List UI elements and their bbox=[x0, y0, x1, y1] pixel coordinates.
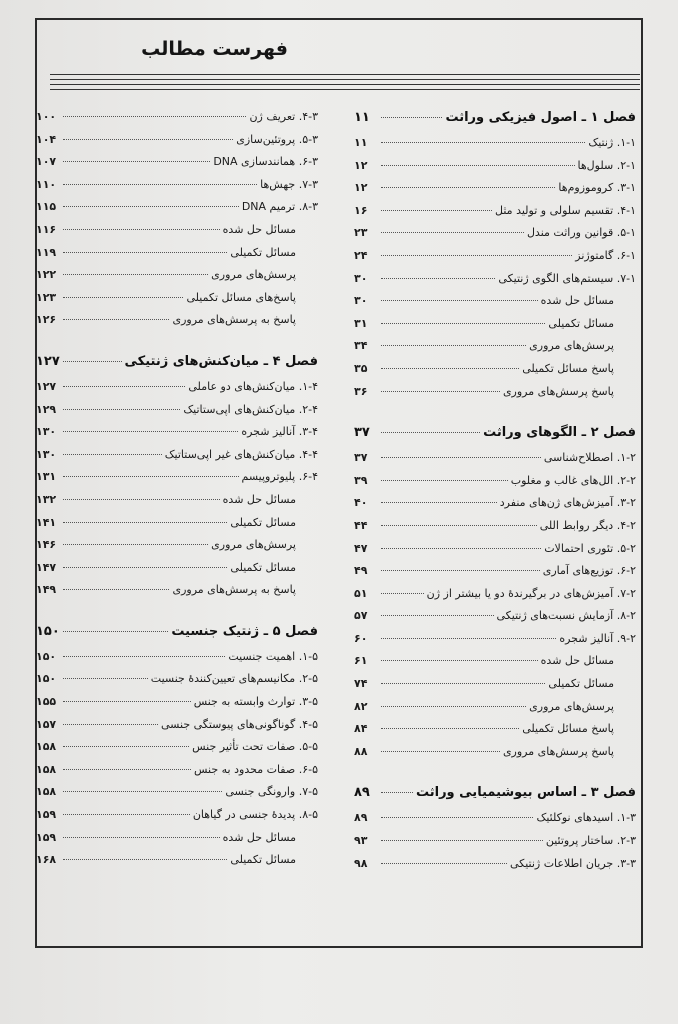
dot-leader bbox=[63, 386, 185, 387]
page-number: ۱۳۰ bbox=[36, 425, 57, 439]
toc-entry[interactable] bbox=[354, 159, 636, 182]
page-number: ۱۵۸ bbox=[36, 785, 57, 799]
page-number: ۱۵۰ bbox=[36, 623, 60, 639]
dot-leader bbox=[63, 476, 239, 477]
page-number: ۱۳۲ bbox=[36, 492, 57, 506]
dot-leader bbox=[381, 751, 500, 752]
dot-leader bbox=[381, 432, 480, 433]
page-number: ۱۰۰ bbox=[36, 110, 57, 123]
entry-label: فصل ۳ ـ اساس بیوشیمیایی وراثت bbox=[415, 785, 636, 801]
page-number: ۳۵ bbox=[354, 361, 368, 375]
toc-entry[interactable] bbox=[354, 249, 636, 272]
toc-entry[interactable] bbox=[354, 294, 636, 317]
rule-line bbox=[50, 84, 640, 85]
entry-label: ۴-۴. میان‌کنش‌های غیر اپی‌ستاتیک bbox=[164, 447, 318, 461]
entry-label: ۲-۳. ساختار پروتئین bbox=[545, 834, 636, 848]
entry-label: ۱-۵. اهمیت جنسیت bbox=[228, 649, 318, 663]
toc-column-left bbox=[36, 110, 318, 876]
page-number: ۱۵۵ bbox=[36, 695, 57, 709]
chapter-heading[interactable] bbox=[354, 110, 636, 136]
entry-label: پاسخ پرسش‌های مروری bbox=[502, 744, 614, 758]
entry-label: ۱-۳. اسیدهای نوکلئیک bbox=[536, 811, 636, 825]
dot-leader bbox=[63, 769, 191, 770]
page-number: ۴۷ bbox=[354, 541, 368, 555]
entry-label: ۳-۵. توارث وابسته به جنس bbox=[193, 695, 318, 709]
entry-label: فصل ۵ ـ ژنتیک جنسیت bbox=[171, 623, 318, 639]
section-gap bbox=[354, 407, 636, 425]
toc-entry[interactable] bbox=[36, 538, 318, 561]
dot-leader bbox=[381, 525, 537, 526]
page-number: ۴۹ bbox=[354, 564, 368, 578]
page-number: ۱۱ bbox=[354, 136, 368, 149]
toc-entry[interactable] bbox=[36, 110, 318, 133]
toc-entry[interactable] bbox=[36, 425, 318, 448]
dot-leader bbox=[63, 837, 220, 838]
dot-leader bbox=[381, 300, 538, 301]
dot-leader bbox=[63, 274, 208, 275]
page-title: فهرست مطالب bbox=[141, 38, 288, 60]
chapter-heading[interactable] bbox=[354, 425, 636, 451]
entry-label: پرسش‌های مروری bbox=[529, 699, 614, 713]
dot-leader bbox=[63, 746, 189, 747]
toc-entry[interactable] bbox=[354, 722, 636, 745]
dot-leader bbox=[63, 567, 227, 568]
entry-label: پاسخ مسائل تکمیلی bbox=[522, 722, 614, 736]
dot-leader bbox=[381, 345, 526, 346]
page-number: ۷۴ bbox=[354, 677, 368, 691]
entry-label: ۲-۴. میان‌کنش‌های اپی‌ستاتیک bbox=[183, 402, 318, 416]
entry-label: پرسش‌های مروری bbox=[211, 538, 296, 552]
toc-entry[interactable] bbox=[354, 451, 636, 474]
entry-label: مسائل تکمیلی bbox=[230, 515, 296, 529]
entry-label: مسائل حل شده bbox=[540, 654, 614, 668]
dot-leader bbox=[381, 660, 538, 661]
toc-entry[interactable] bbox=[36, 763, 318, 786]
toc-entry[interactable] bbox=[36, 448, 318, 471]
entry-label: ۶-۲. توزیع‌های آماری bbox=[542, 564, 636, 578]
toc-entry[interactable] bbox=[36, 853, 318, 876]
dot-leader bbox=[63, 139, 233, 140]
chapter-heading[interactable] bbox=[36, 624, 318, 650]
page-number: ۴۴ bbox=[354, 518, 368, 532]
toc-entry[interactable] bbox=[36, 561, 318, 584]
toc-entry[interactable] bbox=[354, 272, 636, 295]
toc-entry[interactable] bbox=[354, 339, 636, 362]
dot-leader bbox=[63, 431, 238, 432]
dot-leader bbox=[381, 368, 519, 369]
toc-entry[interactable] bbox=[354, 834, 636, 857]
page-number: ۱۱ bbox=[354, 110, 370, 125]
dot-leader bbox=[63, 252, 227, 253]
entry-label: ۳-۴. آنالیز شجره bbox=[241, 425, 318, 439]
entry-label: ۳-۲. آمیزش‌های ژن‌های منفرد bbox=[499, 496, 636, 510]
dot-leader bbox=[381, 840, 543, 841]
dot-leader bbox=[381, 480, 508, 481]
page-number: ۱۱۵ bbox=[36, 200, 57, 214]
page-number: ۱۴۹ bbox=[36, 583, 57, 597]
entry-label: ۶-۵. صفات محدود به جنس bbox=[194, 762, 318, 776]
dot-leader bbox=[381, 863, 507, 864]
dot-leader bbox=[381, 817, 533, 818]
dot-leader bbox=[63, 701, 191, 702]
entry-label: ۱-۴. میان‌کنش‌های دو عاملی bbox=[188, 379, 318, 393]
page-number: ۸۸ bbox=[354, 744, 368, 758]
entry-label: فصل ۴ ـ میان‌کنش‌های ژنتیکی bbox=[124, 353, 318, 369]
dot-leader bbox=[381, 706, 526, 707]
dot-leader bbox=[63, 116, 246, 117]
toc-entry[interactable] bbox=[354, 385, 636, 408]
page-number: ۹۳ bbox=[354, 834, 368, 848]
toc-entry[interactable] bbox=[36, 403, 318, 426]
page-number: ۱۲۲ bbox=[36, 268, 57, 282]
entry-label: ۷-۲. آمیزش‌های در برگیرندهٔ دو یا بیشتر از ژن bbox=[426, 586, 636, 600]
toc-entry[interactable] bbox=[354, 181, 636, 204]
toc-entry[interactable] bbox=[36, 493, 318, 516]
toc-entry[interactable] bbox=[354, 811, 636, 834]
page-number: ۳۱ bbox=[354, 316, 368, 330]
dot-leader bbox=[63, 161, 210, 162]
entry-label: ۴-۳. تعریف ژن bbox=[249, 110, 318, 123]
toc-section bbox=[36, 354, 318, 606]
toc-entry[interactable] bbox=[36, 516, 318, 539]
entry-label: ۱-۱. ژنتیک bbox=[588, 136, 636, 149]
toc-entry[interactable] bbox=[354, 632, 636, 655]
dot-leader bbox=[63, 589, 169, 590]
entry-label: پاسخ به پرسش‌های مروری bbox=[172, 313, 296, 327]
toc-entry[interactable] bbox=[36, 718, 318, 741]
entry-label: پاسخ مسائل تکمیلی bbox=[522, 361, 614, 375]
page-number: ۶۰ bbox=[354, 631, 368, 645]
page-number: ۶۱ bbox=[354, 654, 368, 668]
toc-entry[interactable] bbox=[36, 268, 318, 291]
dot-leader bbox=[381, 548, 541, 549]
entry-label: فصل ۱ ـ اصول فیزیکی وراثت bbox=[445, 110, 636, 125]
entry-label: ۴-۲. دیگر روابط اللی bbox=[539, 518, 636, 532]
page-number: ۱۴۱ bbox=[36, 515, 57, 529]
toc-entry[interactable] bbox=[354, 700, 636, 723]
page-number: ۳۷ bbox=[354, 451, 368, 465]
toc-entry[interactable] bbox=[354, 857, 636, 880]
toc-entry[interactable] bbox=[354, 317, 636, 340]
rule-line bbox=[50, 79, 640, 80]
dot-leader bbox=[381, 792, 413, 793]
entry-label: ۵-۱. قوانین وراثت مندل bbox=[526, 226, 636, 240]
toc-entry[interactable] bbox=[36, 380, 318, 403]
page-number: ۱۳۰ bbox=[36, 447, 57, 461]
toc-entry[interactable] bbox=[354, 609, 636, 632]
entry-label: ۵-۳. پروتئین‌سازی bbox=[236, 132, 318, 146]
rule-line bbox=[50, 89, 640, 90]
page-number: ۱۶ bbox=[354, 203, 368, 217]
toc-section bbox=[36, 624, 318, 876]
page-number: ۱۲۹ bbox=[36, 402, 57, 416]
page-number: ۱۴۶ bbox=[36, 538, 57, 552]
toc-entry[interactable] bbox=[36, 223, 318, 246]
rule-line bbox=[50, 74, 640, 75]
page-number: ۱۱۹ bbox=[36, 245, 57, 259]
dot-leader bbox=[381, 278, 495, 279]
page-number: ۱۲ bbox=[354, 158, 368, 172]
entry-label: ۲-۱. سلول‌ها bbox=[577, 158, 636, 172]
dot-leader bbox=[381, 210, 492, 211]
toc-entry[interactable] bbox=[36, 246, 318, 269]
entry-label: ۷-۱. سیستم‌های الگوی ژنتیکی bbox=[498, 271, 636, 285]
page-number: ۳۰ bbox=[354, 294, 368, 308]
dot-leader bbox=[381, 391, 500, 392]
dot-leader bbox=[63, 206, 239, 207]
entry-label: مسائل تکمیلی bbox=[548, 677, 614, 691]
toc-entry[interactable] bbox=[354, 564, 636, 587]
page-number: ۱۵۸ bbox=[36, 762, 57, 776]
toc-entry[interactable] bbox=[354, 362, 636, 385]
dot-leader bbox=[63, 814, 190, 815]
toc-entry[interactable] bbox=[354, 496, 636, 519]
toc-entry[interactable] bbox=[36, 808, 318, 831]
entry-label: پرسش‌های مروری bbox=[211, 268, 296, 282]
toc-entry[interactable] bbox=[36, 583, 318, 606]
dot-leader bbox=[63, 409, 180, 410]
section-gap bbox=[36, 336, 318, 354]
toc-entry[interactable] bbox=[36, 650, 318, 673]
page-number: ۱۲۳ bbox=[36, 290, 57, 304]
toc-entry[interactable] bbox=[36, 740, 318, 763]
page-number: ۸۲ bbox=[354, 699, 368, 713]
dot-leader bbox=[63, 859, 227, 860]
page-number: ۱۵۸ bbox=[36, 740, 57, 754]
dot-leader bbox=[381, 502, 497, 503]
entry-label: ۴-۵. گوناگونی‌های پیوستگی جنسی bbox=[161, 717, 318, 731]
page-number: ۲۴ bbox=[354, 248, 368, 262]
dot-leader bbox=[381, 232, 524, 233]
entry-label: ۸-۲. آزمایش نسبت‌های ژنتیکی bbox=[496, 609, 636, 623]
toc-entry[interactable] bbox=[354, 745, 636, 768]
dot-leader bbox=[381, 683, 545, 684]
entry-label: پرسش‌های مروری bbox=[529, 339, 614, 353]
page-number: ۱۱۶ bbox=[36, 222, 57, 236]
toc-entry[interactable] bbox=[36, 155, 318, 178]
section-gap bbox=[354, 767, 636, 785]
page-number: ۱۳۱ bbox=[36, 470, 57, 484]
page-number: ۱۵۹ bbox=[36, 830, 57, 844]
page-number: ۳۷ bbox=[354, 425, 370, 441]
entry-label: پاسخ به پرسش‌های مروری bbox=[172, 583, 296, 597]
entry-label: مسائل تکمیلی bbox=[230, 245, 296, 259]
toc-section bbox=[36, 110, 318, 336]
entry-label: ۵-۲. تئوری احتمالات bbox=[544, 541, 636, 555]
entry-label: ۶-۴. پلیوتروپیسم bbox=[241, 470, 318, 484]
entry-label: ۸-۵. پدیدهٔ جنسی در گیاهان bbox=[192, 808, 318, 822]
dot-leader bbox=[63, 454, 162, 455]
toc-entry[interactable] bbox=[36, 695, 318, 718]
entry-label: مسائل تکمیلی bbox=[230, 560, 296, 574]
toc-entry[interactable] bbox=[354, 204, 636, 227]
dot-leader bbox=[63, 319, 169, 320]
toc-entry[interactable] bbox=[354, 542, 636, 565]
entry-label: مسائل تکمیلی bbox=[230, 853, 296, 867]
entry-label: ۹-۲. آنالیز شجره bbox=[559, 631, 636, 645]
toc-entry[interactable] bbox=[36, 133, 318, 156]
page-number: ۴۰ bbox=[354, 496, 368, 510]
dot-leader bbox=[63, 499, 220, 500]
dot-leader bbox=[381, 165, 575, 166]
toc-entry[interactable] bbox=[36, 291, 318, 314]
toc-entry[interactable] bbox=[36, 470, 318, 493]
entry-label: ۳-۳. جریان اطلاعات ژنتیکی bbox=[509, 856, 636, 870]
dot-leader bbox=[63, 544, 208, 545]
toc-entry[interactable] bbox=[354, 587, 636, 610]
dot-leader bbox=[63, 184, 257, 185]
entry-label: ۷-۵. وارونگی جنسی bbox=[225, 785, 318, 799]
page-number: ۵۱ bbox=[354, 586, 368, 600]
toc-entry[interactable] bbox=[36, 672, 318, 695]
page-number: ۱۶۸ bbox=[36, 853, 57, 867]
entry-label: فصل ۲ ـ الگوهای وراثت bbox=[483, 425, 636, 441]
entry-label: مسائل حل شده bbox=[222, 830, 296, 844]
page-number: ۸۹ bbox=[354, 811, 368, 825]
page-number: ۱۵۹ bbox=[36, 808, 57, 822]
page-number: ۳۴ bbox=[354, 339, 368, 353]
entry-label: ۷-۳. جهش‌ها bbox=[260, 177, 318, 191]
toc-entry[interactable] bbox=[36, 785, 318, 808]
dot-leader bbox=[381, 255, 572, 256]
dot-leader bbox=[381, 638, 556, 639]
page-number: ۱۲۶ bbox=[36, 313, 57, 327]
dot-leader bbox=[381, 615, 494, 616]
entry-label: مسائل حل شده bbox=[222, 492, 296, 506]
entry-label: ۲-۲. الل‌های غالب و مغلوب bbox=[510, 473, 636, 487]
dot-leader bbox=[381, 570, 540, 571]
toc-entry[interactable] bbox=[354, 677, 636, 700]
chapter-heading[interactable] bbox=[36, 354, 318, 380]
page-number: ۱۰۷ bbox=[36, 155, 57, 169]
entry-label: ۸-۳. ترمیم DNA bbox=[241, 200, 318, 214]
page-number: ۱۲۷ bbox=[36, 379, 57, 393]
dot-leader bbox=[63, 297, 183, 298]
dot-leader bbox=[381, 457, 541, 458]
page-number: ۳۶ bbox=[354, 384, 368, 398]
chapter-heading[interactable] bbox=[354, 785, 636, 811]
entry-label: پاسخ پرسش‌های مروری bbox=[502, 384, 614, 398]
dot-leader bbox=[381, 187, 555, 188]
toc-entry[interactable] bbox=[354, 474, 636, 497]
toc-entry[interactable] bbox=[36, 178, 318, 201]
entry-label: ۶-۳. همانندسازی DNA bbox=[213, 155, 318, 169]
dot-leader bbox=[63, 522, 227, 523]
entry-label: ۴-۱. تقسیم سلولی و تولید مثل bbox=[495, 203, 636, 217]
toc-entry[interactable] bbox=[36, 200, 318, 223]
entry-label: ۱-۲. اصطلاح‌شناسی bbox=[543, 451, 636, 465]
dot-leader bbox=[63, 724, 158, 725]
toc-entry[interactable] bbox=[354, 519, 636, 542]
dot-leader bbox=[63, 656, 225, 657]
page-number: ۱۴۷ bbox=[36, 560, 57, 574]
page-number: ۱۱۰ bbox=[36, 177, 57, 191]
page-number: ۱۵۷ bbox=[36, 717, 57, 731]
dot-leader bbox=[63, 631, 168, 632]
toc-section bbox=[354, 785, 636, 879]
page-number: ۱۰۴ bbox=[36, 132, 57, 146]
dot-leader bbox=[381, 728, 519, 729]
dot-leader bbox=[381, 142, 585, 143]
page-number: ۱۲ bbox=[354, 181, 368, 195]
toc-entry[interactable] bbox=[354, 226, 636, 249]
page-number: ۸۹ bbox=[354, 785, 370, 801]
section-gap bbox=[36, 606, 318, 624]
page-number: ۱۵۰ bbox=[36, 649, 57, 663]
toc-section bbox=[354, 110, 636, 407]
dot-leader bbox=[63, 361, 122, 362]
page-number: ۹۸ bbox=[354, 856, 368, 870]
dot-leader bbox=[381, 593, 424, 594]
page-number: ۳۹ bbox=[354, 473, 368, 487]
entry-label: مسائل حل شده bbox=[540, 294, 614, 308]
toc-entry[interactable] bbox=[354, 654, 636, 677]
toc-entry[interactable] bbox=[36, 313, 318, 336]
toc-entry[interactable] bbox=[354, 136, 636, 159]
toc-column-right bbox=[354, 110, 636, 879]
dot-leader bbox=[63, 678, 148, 679]
dot-leader bbox=[381, 323, 545, 324]
dot-leader bbox=[381, 117, 442, 118]
page-number: ۸۴ bbox=[354, 722, 368, 736]
dot-leader bbox=[63, 229, 220, 230]
toc-entry[interactable] bbox=[36, 831, 318, 854]
title-rules bbox=[50, 74, 640, 96]
entry-label: پاسخ‌های مسائل تکمیلی bbox=[186, 290, 296, 304]
dot-leader bbox=[63, 791, 222, 792]
entry-label: ۶-۱. گامتوژنز bbox=[575, 248, 636, 262]
page-number: ۱۵۰ bbox=[36, 672, 57, 686]
entry-label: مسائل تکمیلی bbox=[548, 316, 614, 330]
entry-label: مسائل حل شده bbox=[222, 222, 296, 236]
entry-label: ۲-۵. مکانیسم‌های تعیین‌کنندهٔ جنسیت bbox=[150, 672, 318, 686]
page-number: ۲۳ bbox=[354, 226, 368, 240]
entry-label: ۳-۱. کروموزوم‌ها bbox=[558, 181, 636, 195]
page-number: ۵۷ bbox=[354, 609, 368, 623]
page-number: ۳۰ bbox=[354, 271, 368, 285]
page-number: ۱۲۷ bbox=[36, 353, 60, 369]
entry-label: ۵-۵. صفات تحت تأثیر جنس bbox=[192, 740, 318, 754]
toc-section bbox=[354, 425, 636, 767]
